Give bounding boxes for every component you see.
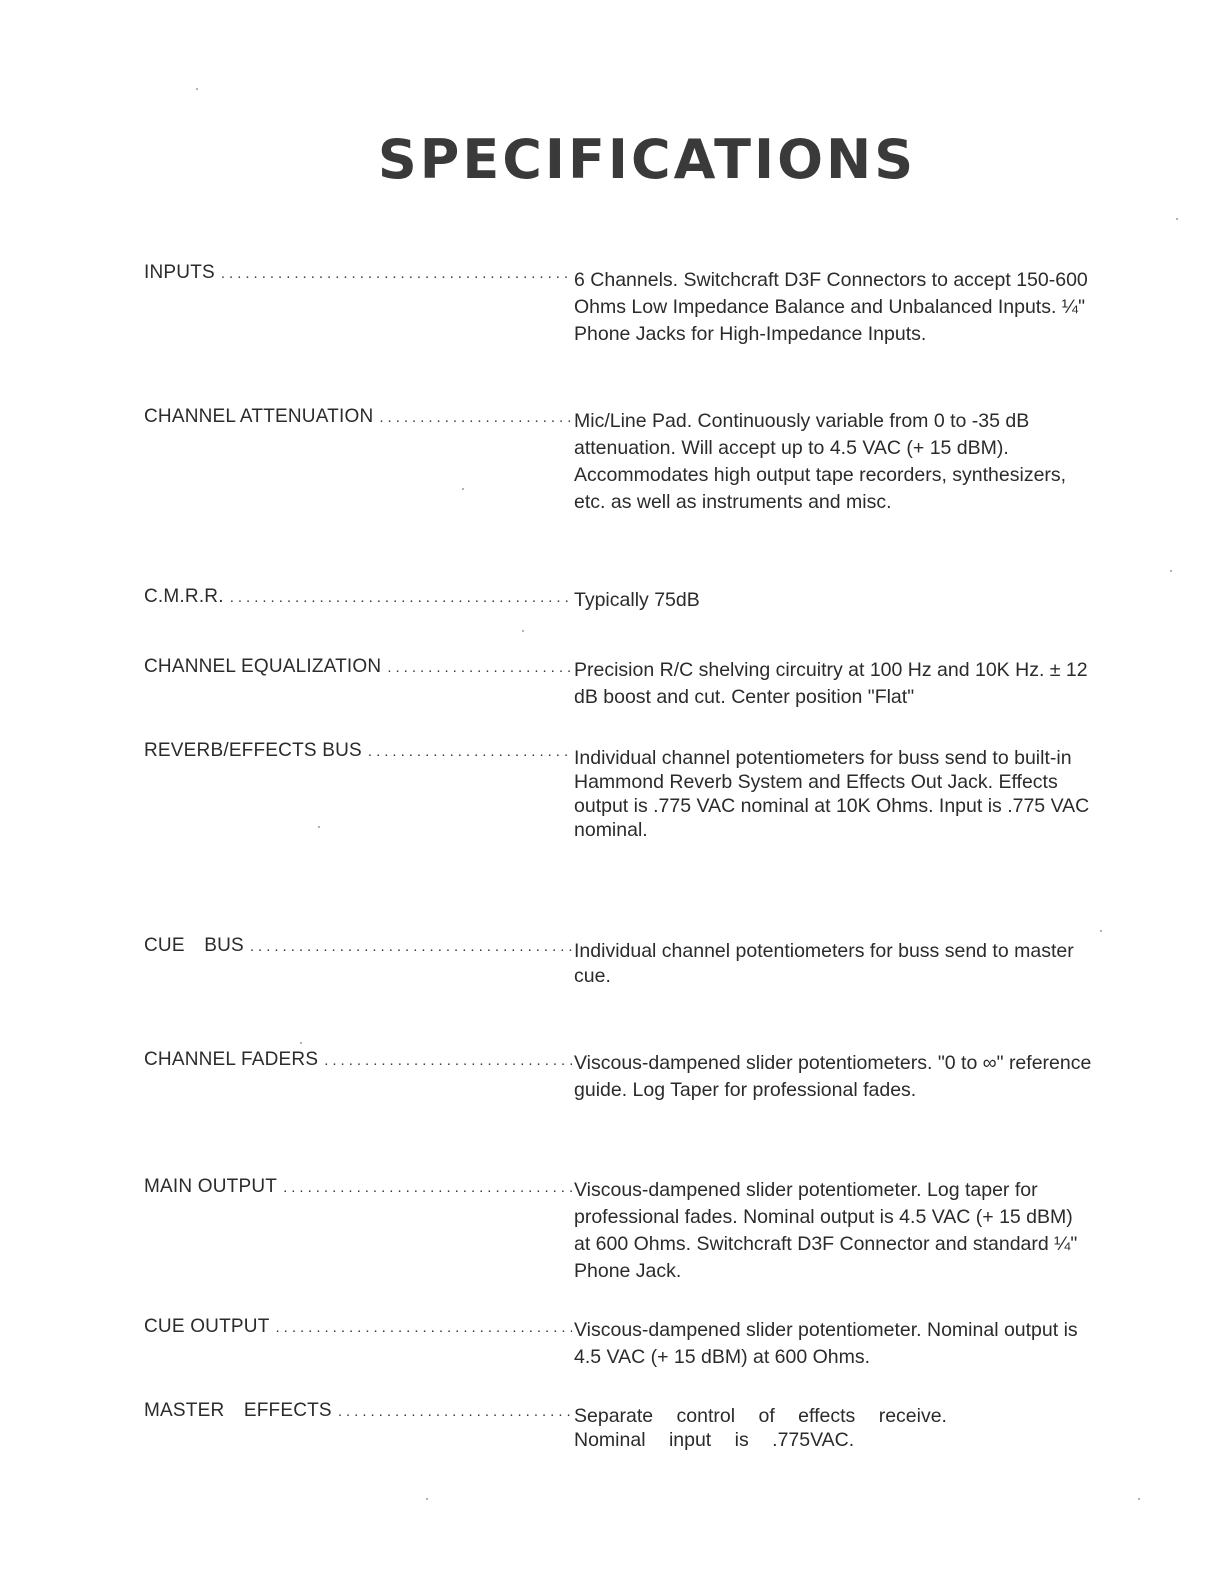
spec-label-wrap (140, 1176, 572, 1198)
spec-label: CHANNEL ATTENUATION (144, 406, 374, 427)
spec-row-channel-faders (140, 1049, 1100, 1104)
spec-description: Individual channel potentiometers for buss send to master cue. (574, 940, 1074, 987)
spec-row-channel-attenuation (140, 406, 1100, 516)
spec-label: MASTER EFFECTS (144, 1400, 332, 1421)
spec-label-wrap (140, 262, 572, 284)
page-title: SPECIFICATIONS (377, 128, 917, 191)
spec-label: REVERB/EFFECTS BUS (144, 740, 362, 761)
spec-label-wrap (140, 1049, 572, 1071)
spec-label: MAIN OUTPUT (144, 1176, 278, 1197)
dot-leader (224, 590, 572, 605)
spec-label-wrap (140, 1316, 572, 1338)
dot-leader (270, 1320, 573, 1335)
spec-label: C.M.R.R. (144, 586, 224, 607)
spec-label-wrap (140, 656, 572, 678)
spec-row-cmrr (140, 586, 1100, 614)
scan-speck (300, 1042, 302, 1044)
spec-row-main-output (140, 1176, 1100, 1285)
spec-row-reverb-effects-bus (140, 740, 1100, 842)
spec-row-inputs (140, 262, 1100, 348)
dot-leader (332, 1404, 572, 1419)
dot-leader (244, 939, 572, 954)
scan-speck (1138, 1498, 1140, 1500)
spec-description: Separate control of effects receive. Nominal input is .775VAC. (574, 1405, 947, 1451)
dot-leader (318, 1053, 572, 1068)
spec-label-wrap (140, 1400, 572, 1422)
dot-leader (277, 1180, 572, 1195)
spec-description: Mic/Line Pad. Continuously variable from 0 to -35 dB attenuation. Will accept up to 4.5 VAC (+ 15 dBM). Accommodates high output tape recorders, synthesizers, etc. as well as instruments and misc. (574, 410, 1067, 513)
spec-row-cue-bus (140, 935, 1100, 989)
dot-leader (381, 660, 572, 675)
spec-description: Precision R/C shelving circuitry at 100 Hz and 10K Hz. ± 12 dB boost and cut. Center position "Flat" (574, 659, 1088, 708)
spec-row-cue-output (140, 1316, 1100, 1371)
spec-description: Viscous-dampened slider potentiometers. "0 to ∞" reference guide. Log Taper for professional fades. (574, 1052, 1092, 1101)
spec-label: CUE OUTPUT (144, 1316, 270, 1337)
spec-label: INPUTS (144, 262, 215, 283)
scan-speck (318, 826, 320, 828)
spec-label: CUE BUS (144, 935, 244, 956)
spec-description: Typically 75dB (574, 589, 700, 611)
spec-row-master-effects (140, 1400, 1100, 1452)
scan-speck (522, 630, 524, 632)
spec-label-wrap (140, 740, 572, 762)
dot-leader (215, 266, 572, 281)
scan-speck (1176, 218, 1178, 220)
spec-label-wrap (140, 935, 572, 957)
scan-speck (462, 488, 464, 490)
scan-speck (426, 1498, 428, 1500)
spec-label: CHANNEL EQUALIZATION (144, 656, 382, 677)
spec-label: CHANNEL FADERS (144, 1049, 319, 1070)
spec-description: 6 Channels. Switchcraft D3F Connectors to accept 150-600 Ohms Low Impedance Balance and Unbalanced Inputs. ¼" Phone Jacks for High-Impedance Inputs. (574, 269, 1088, 345)
spec-label-wrap (140, 406, 572, 428)
spec-description: Viscous-dampened slider potentiometer. Log taper for professional fades. Nominal output is 4.5 VAC (+ 15 dBM) at 600 Ohms. Switchcraft D3F Connector and standard ¼" Phone Jack. (574, 1179, 1078, 1282)
scan-speck (1170, 570, 1172, 572)
scan-speck (1100, 930, 1102, 932)
spec-description: Individual channel potentiometers for buss send to built-in Hammond Reverb System and Effects Out Jack. Effects output is .775 VAC nominal at 10K Ohms. Input is .775 VAC nominal. (574, 747, 1090, 841)
scan-speck (196, 88, 198, 90)
spec-description: Viscous-dampened slider potentiometer. Nominal output is 4.5 VAC (+ 15 dBM) at 600 Ohms. (574, 1319, 1078, 1368)
spec-row-channel-equalization (140, 656, 1100, 711)
spec-label-wrap (140, 586, 572, 608)
dot-leader (362, 744, 572, 759)
dot-leader (373, 410, 572, 425)
